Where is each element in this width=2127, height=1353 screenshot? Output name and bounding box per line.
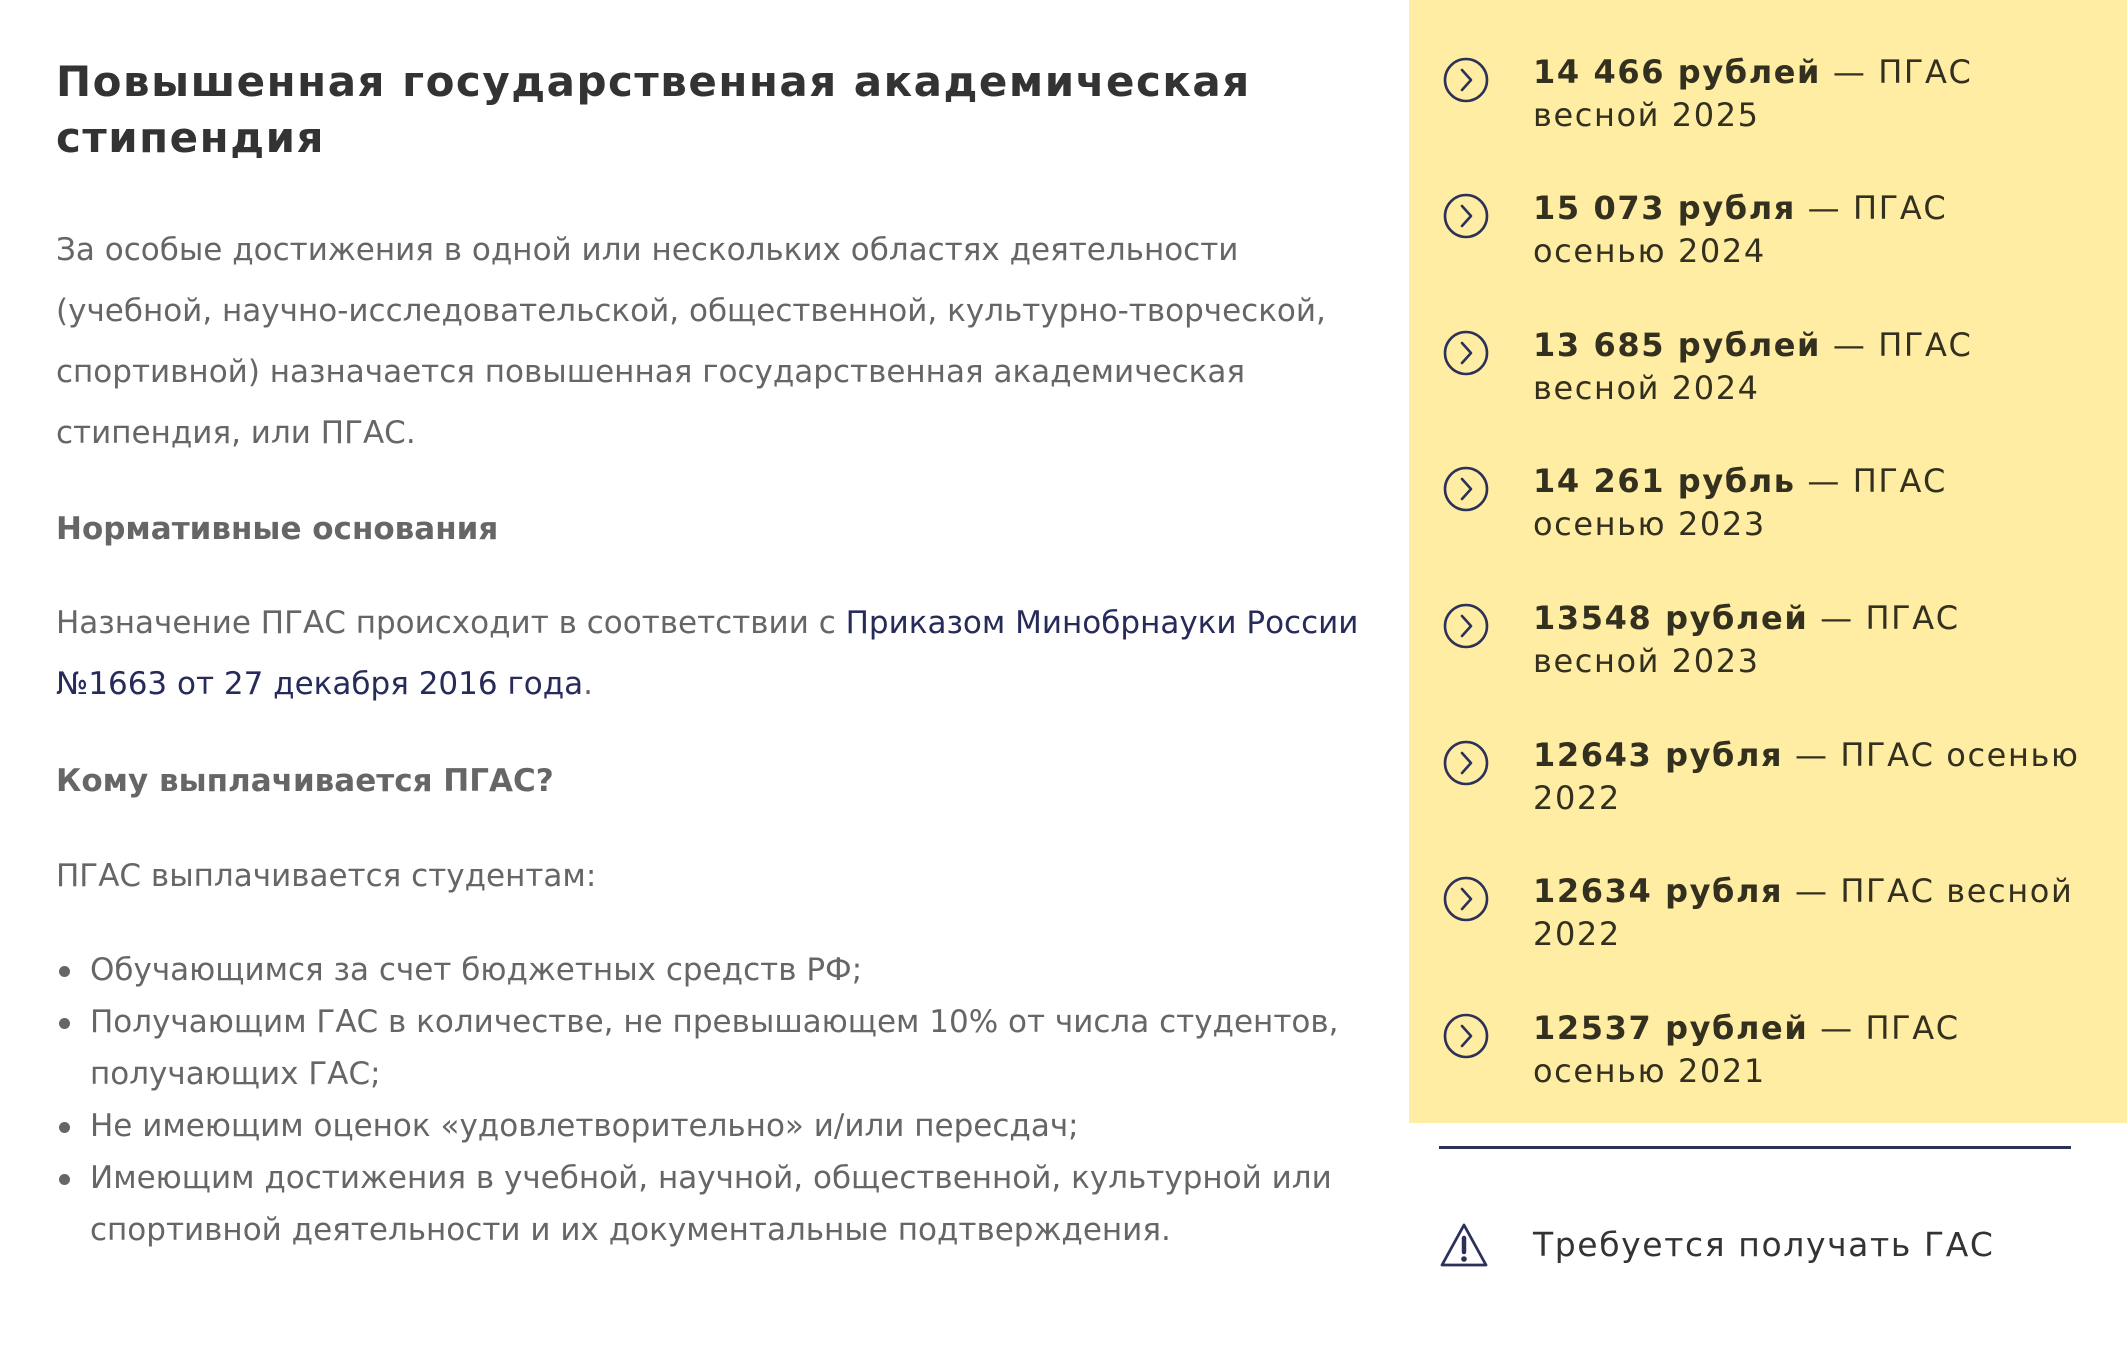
list-item: [56, 996, 1338, 1100]
amount-period: весной 2023: [1533, 642, 1760, 680]
bullet-icon: [59, 966, 70, 977]
list-item-text: Имеющим достижения в учебной, научной, общественной, культурной или: [90, 1160, 1332, 1196]
normative-paragraph: [56, 593, 1358, 715]
amount-value: 15 073 рубля: [1533, 189, 1796, 227]
bullet-icon: [59, 1018, 70, 1029]
list-item: [56, 1100, 1338, 1152]
warning-triangle-icon: [1439, 1222, 1489, 1268]
amount-label: — ПГАС: [1821, 326, 1973, 364]
amount-period: осенью 2024: [1533, 232, 1766, 270]
chevron-circle-right-icon: [1443, 740, 1489, 786]
link-line: №1663 от 27 декабря 2016 года: [56, 666, 584, 702]
list-item-text: Получающим ГАС в количестве, не превышающем 10% от числа студентов,: [90, 1004, 1339, 1040]
intro-line: За особые достижения в одной или нескольких областях деятельности: [56, 232, 1239, 268]
amount-item: [1409, 872, 2127, 976]
chevron-circle-right-icon: [1443, 466, 1489, 512]
list-item-text: Не имеющим оценок «удовлетворительно» и/или пересдач;: [90, 1108, 1079, 1144]
normative-basis-heading: Нормативные основания: [56, 511, 499, 547]
amount-item: [1409, 736, 2127, 840]
list-item: [56, 944, 1338, 996]
amount-value: 12634 рубля: [1533, 872, 1784, 910]
list-item-text: Обучающимся за счет бюджетных средств РФ;: [90, 952, 863, 988]
list-item-text: спортивной деятельности и их документальные подтверждения.: [90, 1212, 1171, 1248]
bullet-icon: [59, 1174, 70, 1185]
amount-item: [1409, 53, 2127, 157]
intro-line: спортивной) назначается повышенная государственная академическая: [56, 354, 1246, 390]
amount-item: [1409, 326, 2127, 430]
amount-item: [1409, 462, 2127, 566]
page-title: [56, 54, 1251, 166]
amount-value: 14 466 рублей: [1533, 53, 1822, 91]
amount-text: [1533, 1007, 2093, 1093]
list-item-text: получающих ГАС;: [90, 1056, 381, 1092]
amount-period: 2022: [1533, 779, 1621, 817]
amount-label: — ПГАС: [1808, 1009, 1960, 1047]
bullet-icon: [59, 1122, 70, 1133]
amount-value: 14 261 рубль: [1533, 462, 1796, 500]
amount-text: [1533, 734, 2093, 820]
chevron-circle-right-icon: [1443, 330, 1489, 376]
amount-item: [1409, 599, 2127, 703]
period: .: [583, 666, 593, 702]
chevron-circle-right-icon: [1443, 876, 1489, 922]
amount-value: 12643 рубля: [1533, 736, 1784, 774]
who-receives-heading: Кому выплачивается ПГАС?: [56, 763, 554, 799]
chevron-circle-right-icon: [1443, 57, 1489, 103]
amount-period: весной 2025: [1533, 96, 1760, 134]
amount-item: [1409, 1009, 2127, 1113]
list-item: [56, 1152, 1338, 1256]
amount-text: [1533, 870, 2093, 956]
amount-item: [1409, 189, 2127, 293]
link-line: Приказом Минобрнауки России: [845, 605, 1359, 641]
warning-note: [1439, 1222, 2089, 1272]
amount-period: весной 2024: [1533, 369, 1760, 407]
intro-line: стипендия, или ПГАС.: [56, 415, 416, 451]
intro-paragraph: [56, 220, 1326, 464]
amount-period: осенью 2021: [1533, 1052, 1766, 1090]
title-line: стипендия: [56, 113, 326, 162]
title-line: Повышенная государственная академическая: [56, 57, 1251, 106]
chevron-circle-right-icon: [1443, 1013, 1489, 1059]
amount-text: [1533, 597, 2093, 683]
amount-label: — ПГАС весной: [1783, 872, 2074, 910]
chevron-circle-right-icon: [1443, 193, 1489, 239]
amount-value: 13 685 рублей: [1533, 326, 1822, 364]
amount-text: [1533, 187, 2093, 273]
who-intro: ПГАС выплачивается студентам:: [56, 858, 597, 894]
normative-text: Назначение ПГАС происходит в соответствии с: [56, 605, 846, 641]
amount-text: [1533, 51, 2093, 137]
amount-text: [1533, 324, 2093, 410]
chevron-circle-right-icon: [1443, 603, 1489, 649]
amount-label: — ПГАС осенью: [1783, 736, 2080, 774]
sidebar-divider: [1439, 1146, 2071, 1149]
eligibility-list: [56, 944, 1338, 1256]
amount-value: 13548 рублей: [1533, 599, 1809, 637]
amount-period: 2022: [1533, 915, 1621, 953]
amount-label: — ПГАС: [1795, 462, 1947, 500]
amount-period: осенью 2023: [1533, 505, 1766, 543]
scholarship-amounts-panel: [1409, 0, 2127, 1123]
amount-label: — ПГАС: [1821, 53, 1973, 91]
amount-text: [1533, 460, 2093, 546]
intro-line: (учебной, научно-исследовательской, общественной, культурно-творческой,: [56, 293, 1326, 329]
warning-text: Требуется получать ГАС: [1533, 1225, 1995, 1264]
amount-value: 12537 рублей: [1533, 1009, 1809, 1047]
amount-label: — ПГАС: [1795, 189, 1948, 227]
amount-label: — ПГАС: [1808, 599, 1960, 637]
